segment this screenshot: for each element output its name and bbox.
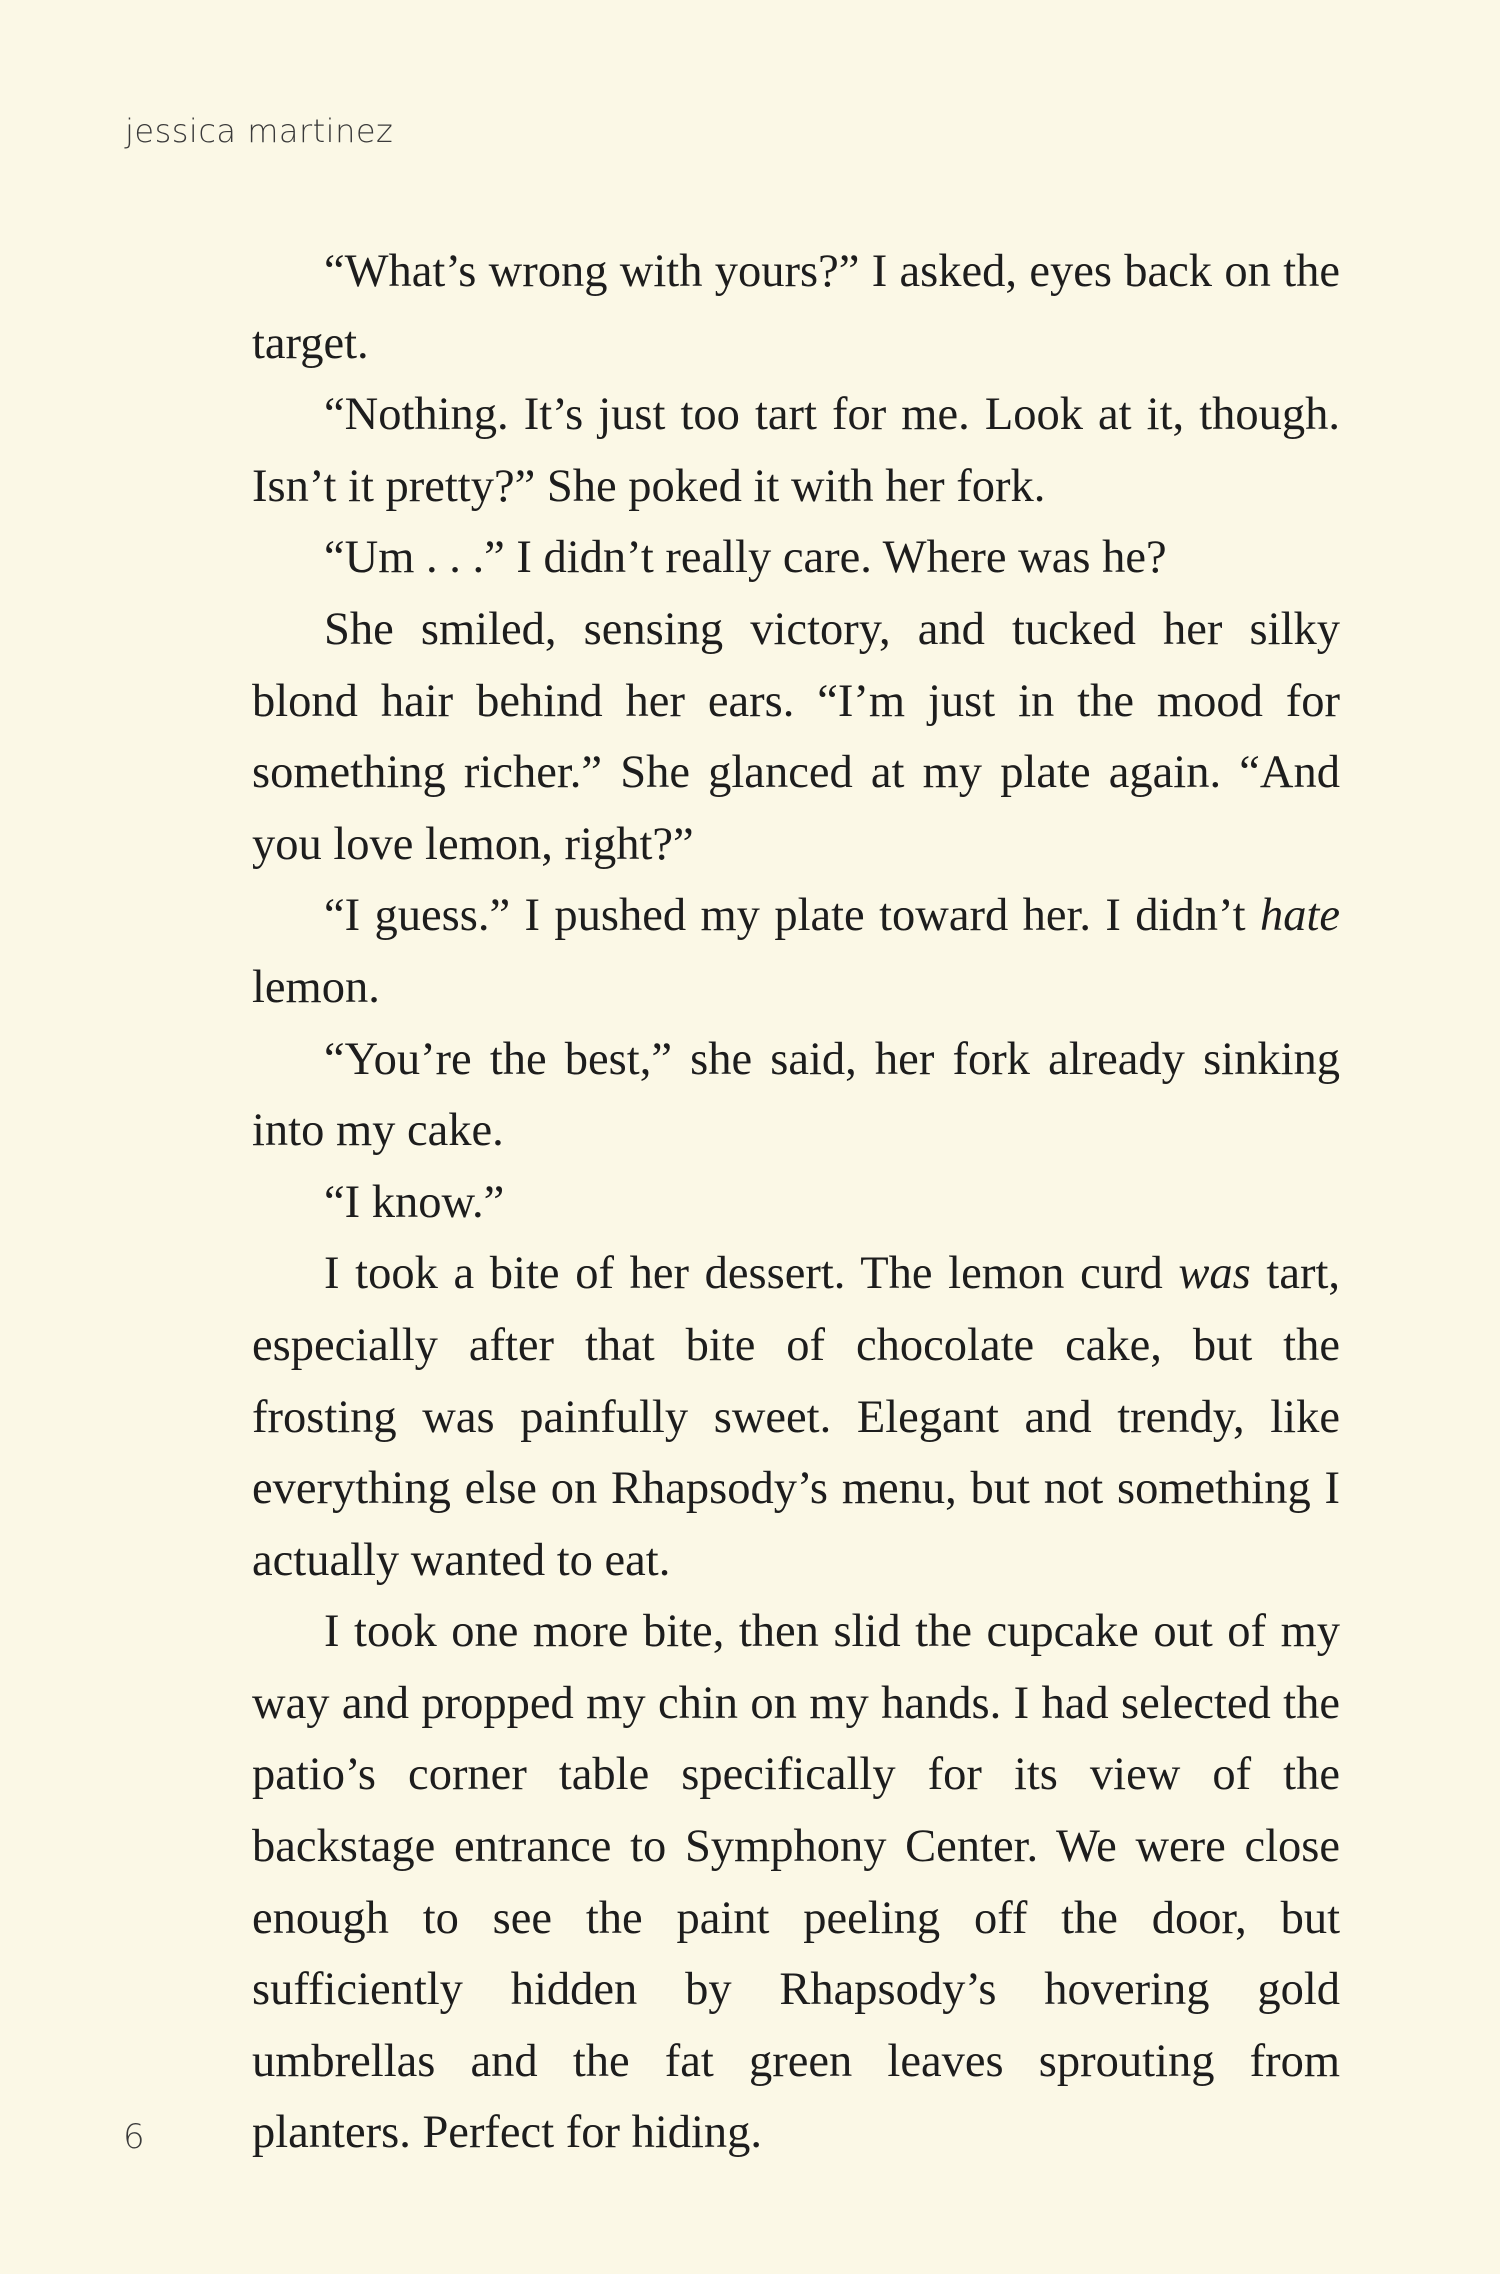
- paragraph: I took one more bite, then slid the cupcake out of my way and propped my chin on my hands. I had selected the patio’s corner table specifically for its view of the backstage entrance to Symphony Center. We were close enough to see the paint peeling off the door, but sufficiently hidden by Rhapsody’s hovering gold umbrellas and the fat green leaves sprouting from planters. Perfect for hiding.: [252, 1606, 1340, 2159]
- page-number: 6: [123, 2117, 145, 2157]
- italic-emphasis: hate: [1259, 890, 1340, 942]
- paragraph: “I know.”: [324, 1176, 505, 1228]
- paragraph: [252, 1238, 1340, 1596]
- paragraph: “Nothing. It’s just too tart for me. Look at it, though. Isn’t it pretty?” She poked it with her fork.: [252, 389, 1340, 512]
- body-text: [252, 236, 1340, 2169]
- paragraph: “Um . . .” I didn’t really care. Where was he?: [324, 532, 1167, 584]
- paragraph-text: “I guess.” I pushed my plate toward her. I didn’t: [324, 890, 1260, 942]
- paragraph: “You’re the best,” she said, her fork already sinking into my cake.: [252, 1033, 1340, 1157]
- paragraph: “What’s wrong with yours?” I asked, eyes back on the target.: [252, 246, 1340, 369]
- paragraph-text: tart, especially after that bite of chocolate cake, but the frosting was painfully sweet. Elegant and trendy, like everything else on Rhapsody’s menu, but not something I actually wanted to eat.: [252, 1248, 1340, 1586]
- paragraph: She smiled, sensing victory, and tucked her silky blond hair behind her ears. “I’m just in the mood for something richer.” She glanced at my plate again. “And you love lemon, right?”: [252, 603, 1340, 870]
- running-header: jessica martinez: [125, 112, 394, 150]
- paragraph: [252, 880, 1340, 1023]
- italic-emphasis: was: [1178, 1248, 1251, 1300]
- paragraph-text: I took a bite of her dessert. The lemon curd: [324, 1248, 1179, 1300]
- paragraph-text: lemon.: [252, 961, 380, 1013]
